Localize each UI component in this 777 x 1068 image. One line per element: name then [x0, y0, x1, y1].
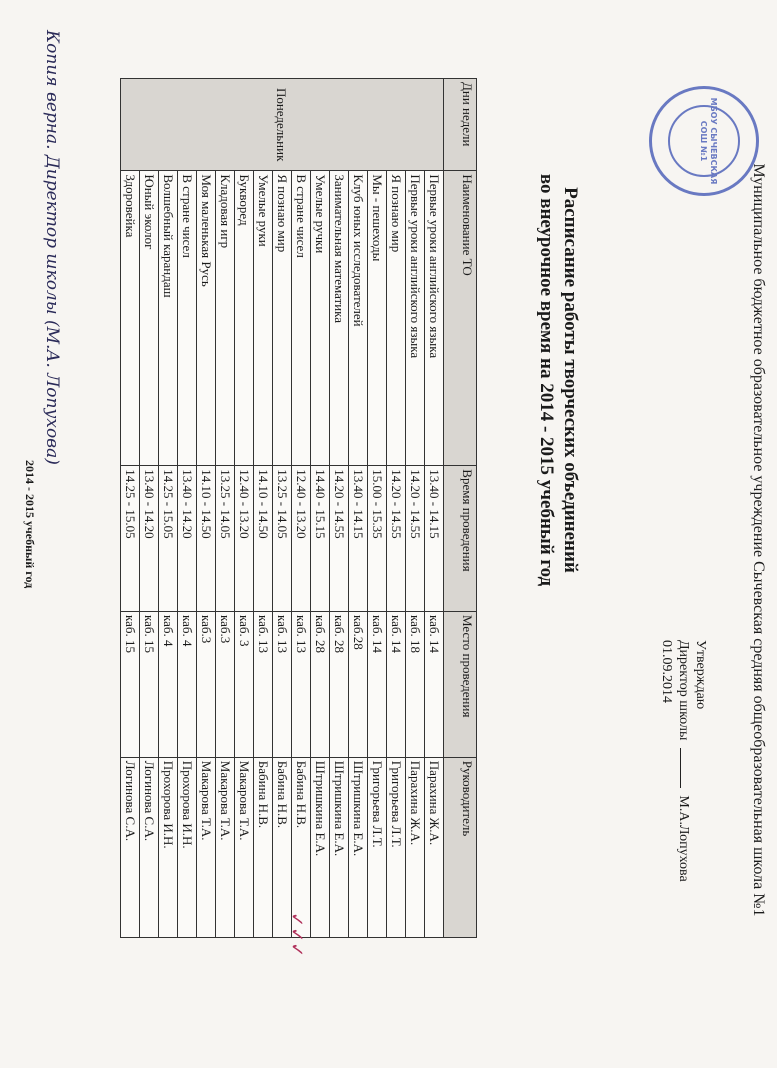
- cell-leader: Штришкина Е.А.: [349, 757, 368, 937]
- cell-leader: Логинова С.А.: [140, 757, 159, 937]
- approval-name: М.А.Лопухова: [676, 795, 691, 882]
- cell-leader: Бабина Н.В.: [292, 757, 311, 937]
- cell-place: каб. 13: [292, 612, 311, 758]
- table-row: [349, 79, 368, 938]
- cell-time: 13.40 - 14.20: [178, 466, 197, 612]
- cell-leader: Парахина Ж.А.: [425, 757, 444, 937]
- cell-leader: Логинова С.А.: [121, 757, 140, 937]
- cell-name: В стране чисел: [178, 171, 197, 466]
- cell-time: 15.00 - 15.35: [368, 466, 387, 612]
- cell-leader: Прохорова И.Н.: [159, 757, 178, 937]
- cell-place: каб. 28: [311, 612, 330, 758]
- cell-name: Волшебный карандаш: [159, 171, 178, 466]
- cell-leader: Макарова Т.А.: [216, 757, 235, 937]
- cell-name: Я познаю мир: [387, 171, 406, 466]
- cell-place: каб.3: [197, 612, 216, 758]
- approval-label: Утверждаю: [693, 640, 708, 710]
- cell-time: 13.25 - 14.05: [216, 466, 235, 612]
- cell-name: Здоровейка: [121, 171, 140, 466]
- cell-name: Я познаю мир: [273, 171, 292, 466]
- cell-time: 14.20 - 14.55: [387, 466, 406, 612]
- column-header-name: Наименование ТО: [444, 171, 477, 466]
- column-header-day: Дни недели: [444, 79, 477, 171]
- cell-time: 14.10 - 14.50: [197, 466, 216, 612]
- table-row: [254, 79, 273, 938]
- cell-name: Мы - пешеходы: [368, 171, 387, 466]
- cell-place: каб. 15: [121, 612, 140, 758]
- cell-place: каб. 18: [406, 612, 425, 758]
- table-row: [292, 79, 311, 938]
- cell-leader: Макарова Т.А.: [235, 757, 254, 937]
- cell-leader: Парахина Ж.А.: [406, 757, 425, 937]
- cell-name: Моя маленькая Русь: [197, 171, 216, 466]
- cell-leader: Бабина Н.В.: [254, 757, 273, 937]
- cell-time: 14.20 - 14.55: [406, 466, 425, 612]
- cell-place: каб. 15: [140, 612, 159, 758]
- cell-time: 13.40 - 14.15: [425, 466, 444, 612]
- page-title: [534, 120, 582, 640]
- cell-time: 13.40 - 14.20: [140, 466, 159, 612]
- table-row: [178, 79, 197, 938]
- cell-place: каб. 4: [159, 612, 178, 758]
- cell-time: 12.40 - 13.20: [235, 466, 254, 612]
- cell-place: каб. 14: [387, 612, 406, 758]
- cell-time: 14.25 - 15.05: [159, 466, 178, 612]
- school-stamp-icon: МБОУ СЫЧЕВСКАЯ СОШ №1: [649, 86, 759, 196]
- column-header-time: Время проведения: [444, 466, 477, 612]
- column-header-place: Место проведения: [444, 612, 477, 758]
- handwritten-note: Копия верна. Директор школы (М.А. Лопухова): [42, 30, 62, 465]
- cell-place: каб. 3: [235, 612, 254, 758]
- approval-position: Директор школы: [676, 640, 691, 741]
- cell-leader: Штришкина Е.А.: [330, 757, 349, 937]
- schedule-body: [121, 79, 444, 938]
- cell-time: 13.25 - 14.05: [273, 466, 292, 612]
- check-marks: ✓✓✓: [287, 912, 307, 958]
- cell-name: Клуб юных исследователей: [349, 171, 368, 466]
- cell-name: В стране чисел: [292, 171, 311, 466]
- cell-place: каб. 28: [330, 612, 349, 758]
- handwritten-certification: [12, 30, 72, 930]
- table-row: [273, 79, 292, 938]
- table-row: [406, 79, 425, 938]
- table-row: [159, 79, 178, 938]
- cell-time: 14.20 - 14.55: [330, 466, 349, 612]
- cell-name: Умелые руки: [254, 171, 273, 466]
- cell-leader: Бабина Н.В.: [273, 757, 292, 937]
- table-row: [387, 79, 406, 938]
- cell-leader: Макарова Т.А.: [197, 757, 216, 937]
- table-row: [197, 79, 216, 938]
- cell-name: Занимательная математика: [330, 171, 349, 466]
- cell-name: Букворед: [235, 171, 254, 466]
- title-line-2: во внеурочное время на 2014 - 2015 учебный год: [536, 173, 557, 587]
- table-row: [140, 79, 159, 938]
- table-row: [121, 79, 140, 938]
- table-header-row: [444, 79, 477, 938]
- table-row: [311, 79, 330, 938]
- cell-place: каб.3: [216, 612, 235, 758]
- cell-leader: Штришкина Е.А.: [311, 757, 330, 937]
- title-line-1: Расписание работы творческих объединений: [560, 187, 581, 573]
- table-row: [235, 79, 254, 938]
- schedule-table: [120, 78, 477, 938]
- approval-signature-row: [675, 640, 692, 940]
- cell-name: Юный эколог: [140, 171, 159, 466]
- cell-name: Первые уроки английского языка: [425, 171, 444, 466]
- table-row: [216, 79, 235, 938]
- cell-place: каб. 14: [425, 612, 444, 758]
- cell-time: 14.40 - 15.15: [311, 466, 330, 612]
- approval-block: [658, 640, 709, 940]
- cell-leader: Прохорова И.Н.: [178, 757, 197, 937]
- column-header-leader: Руководитель: [444, 757, 477, 937]
- cell-name: Умелые ручки: [311, 171, 330, 466]
- cell-time: 13.40 - 14.15: [349, 466, 368, 612]
- approval-date: 01.09.2014: [659, 640, 674, 703]
- cell-name: Первые уроки английского языка: [406, 171, 425, 466]
- footer-year: 2014 - 2015 учебный год: [23, 460, 37, 589]
- cell-place: каб. 13: [254, 612, 273, 758]
- cell-time: 14.10 - 14.50: [254, 466, 273, 612]
- cell-time: 12.40 - 13.20: [292, 466, 311, 612]
- cell-place: каб. 4: [178, 612, 197, 758]
- cell-leader: Григорьева Л.Т.: [368, 757, 387, 937]
- cell-place: каб.28: [349, 612, 368, 758]
- day-cell: Понедельник: [121, 79, 444, 171]
- cell-place: каб. 14: [368, 612, 387, 758]
- cell-name: Кладовая игр: [216, 171, 235, 466]
- cell-leader: Григорьева Л.Т.: [387, 757, 406, 937]
- table-row: [425, 79, 444, 938]
- signature-line: [680, 748, 681, 788]
- school-name: Муниципальное бюджетное образовательное учреждение Сычевская средняя общеобразовательная школа №1: [750, 163, 767, 917]
- table-row: [368, 79, 387, 938]
- cell-place: каб. 13: [273, 612, 292, 758]
- table-row: [330, 79, 349, 938]
- cell-time: 14.25 - 15.05: [121, 466, 140, 612]
